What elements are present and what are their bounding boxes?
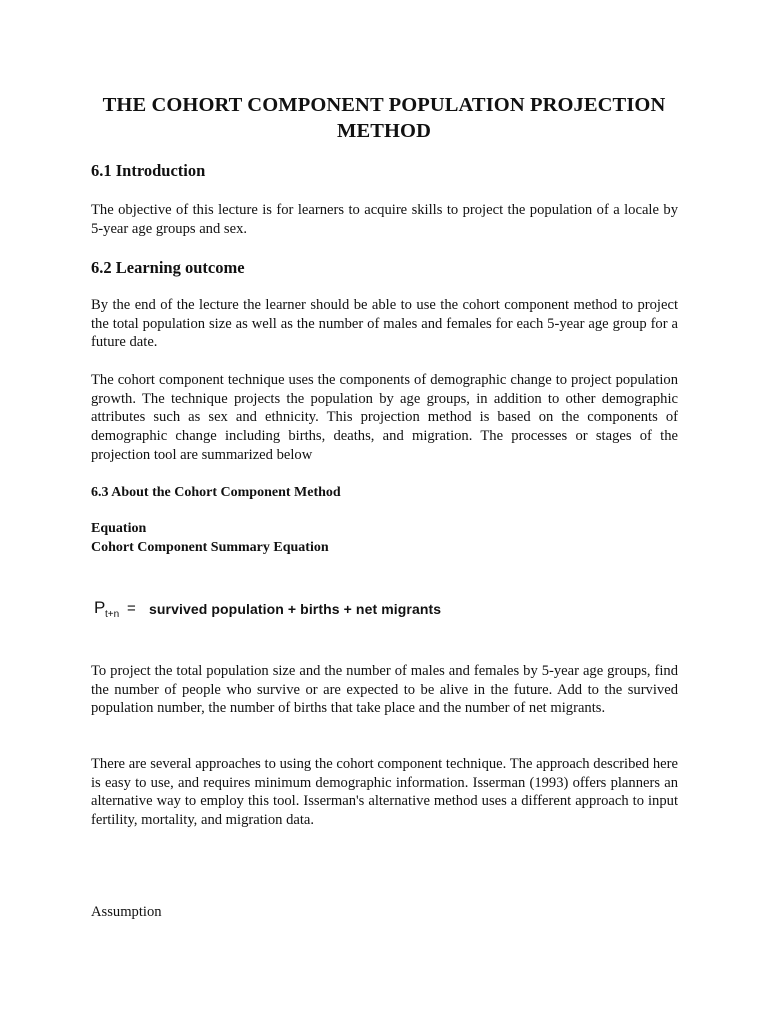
learning-outcome-paragraph-2: The cohort component technique uses the components of demographic change to project population growth. The technique projects the population by age groups, in addition to other demographic attributes such as sex and ethnicity. This projection method is based on the components of demographic change including births, deaths, and migration. The processes or stages of the projection tool are summarized below — [91, 372, 678, 463]
equation-symbol: P — [94, 598, 106, 617]
equation-equals-sign: = — [127, 600, 136, 617]
summary-equation — [94, 598, 514, 624]
document-title: THE COHORT COMPONENT POPULATION PROJECTION METHOD — [102, 94, 666, 142]
about-paragraph-2: There are several approaches to using the cohort component technique. The approach described here is easy to use, and requires minimum demographic information. Isserman (1993) offers planners an alternative way to employ this tool. Isserman's alternative method uses a different approach to input fertility, mortality, and migration data. — [91, 756, 678, 829]
equation-right-hand-side: survived population + births + net migrants — [149, 601, 442, 617]
equation-name: Cohort Component Summary Equation — [91, 540, 329, 555]
equation-label: Equation — [91, 521, 147, 536]
section-heading-introduction: 6.1 Introduction — [91, 161, 206, 180]
introduction-paragraph: The objective of this lecture is for learners to acquire skills to project the population of a locale by 5-year age groups and sex. — [91, 202, 678, 237]
learning-outcome-paragraph-1: By the end of the lecture the learner should be able to use the cohort component method to project the total population size as well as the number of males and females for each 5-year age group for a future date. — [91, 297, 678, 351]
assumption-heading: Assumption — [91, 904, 162, 920]
about-paragraph-1: To project the total population size and the number of males and females by 5-year age groups, find the number of people who survive or are expected to be alive in the future. Add to the survived population number, the number of births that take place and the number of net migrants. — [91, 663, 678, 717]
section-heading-about-method: 6.3 About the Cohort Component Method — [91, 485, 341, 500]
equation-subscript: t+n — [105, 609, 120, 620]
section-heading-learning-outcome: 6.2 Learning outcome — [91, 258, 245, 277]
